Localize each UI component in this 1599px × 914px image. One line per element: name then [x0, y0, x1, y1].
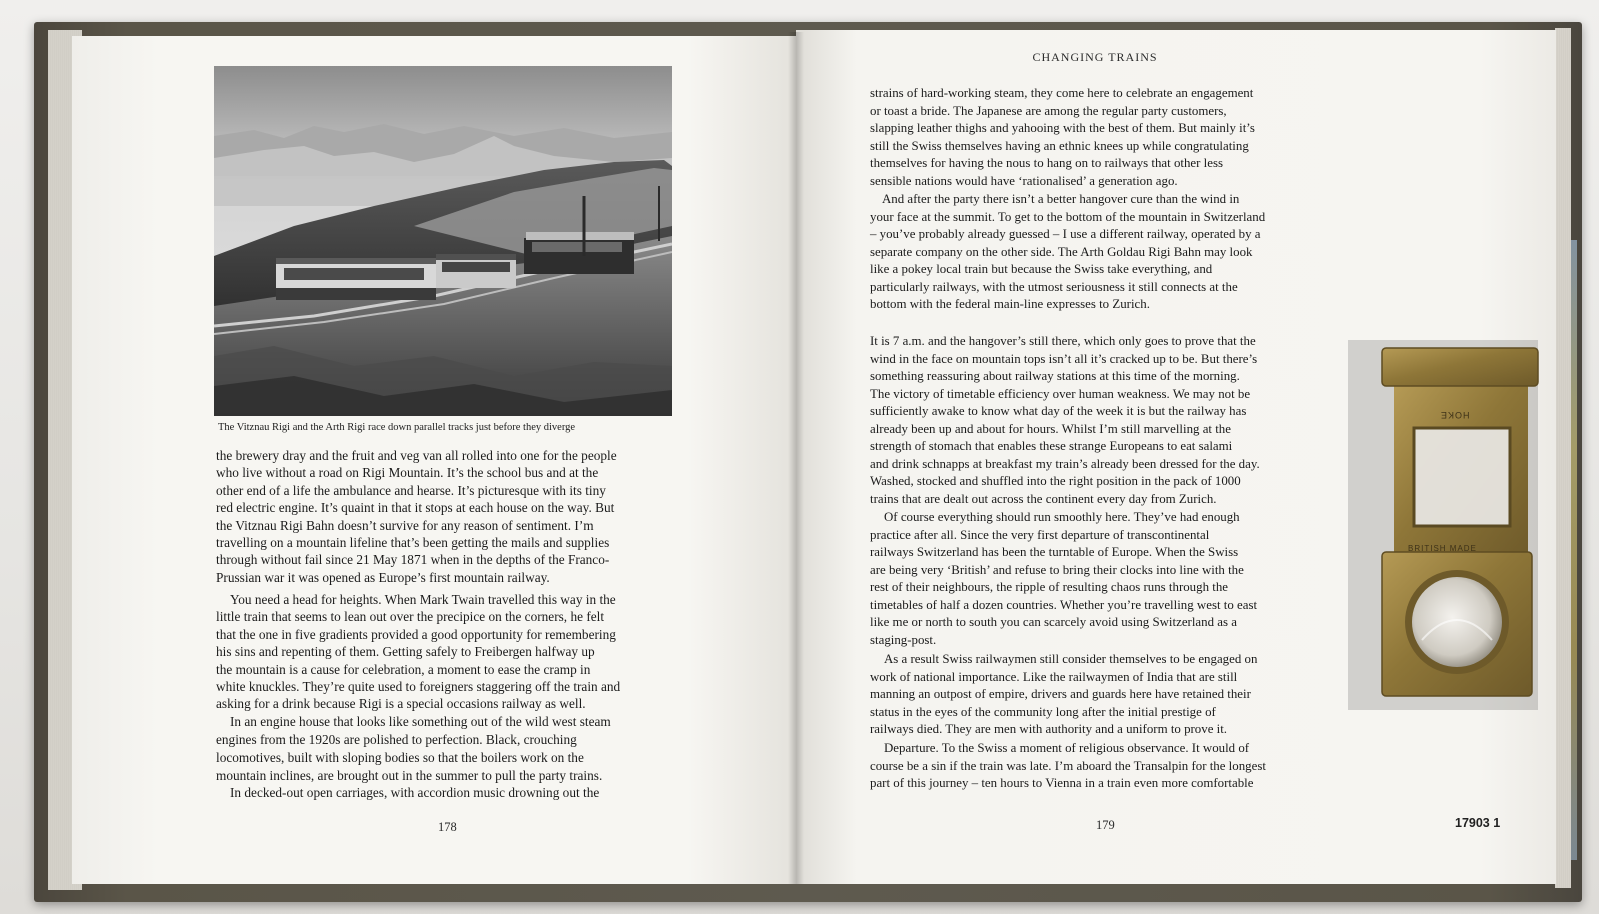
- text-line: locomotives, built with sloping bodies so that the boilers work on the: [216, 749, 584, 765]
- text-line: manning an outpost of empire, drivers and guards here have retained their: [870, 687, 1251, 701]
- text-line: practice after all. Since the very first departure of transcontinental: [870, 527, 1210, 542]
- text-line: railways Switzerland has been the turntable of Europe. When the Swiss: [870, 545, 1239, 559]
- text-line: rest of their neighbours, the ripple of resulting chaos runs through the: [870, 580, 1228, 594]
- text-line: The victory of timetable efficiency over human weakness. We may not be: [870, 386, 1251, 401]
- text-line: staging-post.: [870, 632, 937, 647]
- text-line: mountain inclines, are brought out in the summer to pull the party trains.: [216, 767, 603, 783]
- text-line: – you’ve probably already guessed – I use a different railway, operated by a: [870, 227, 1261, 241]
- text-line: In an engine house that looks like something out of the wild west steam: [230, 714, 611, 729]
- magnifier-side-engraving: BRITISH MADE: [1408, 544, 1477, 553]
- text-line: themselves for having the nous to hang on to railways that other less: [870, 156, 1223, 170]
- text-line: engines from the 1920s are polished to perfection. Black, crouching: [216, 732, 577, 747]
- text-line: something reassuring about railway stations at this time of the morning.: [870, 369, 1240, 383]
- text-line: his sins and repenting of them. Getting safely to Freibergen halfway up: [216, 644, 595, 660]
- text-line: and drink schnapps at breakfast my train’s already been dressed for the day.: [870, 456, 1260, 471]
- stock-number-label: 17903 1: [1455, 816, 1501, 830]
- photo-caption: The Vitznau Rigi and the Arth Rigi race down parallel tracks just before they diverge: [218, 422, 576, 433]
- text-line: already been up and about for hours. Whilst I’m still marvelling at the: [870, 421, 1231, 436]
- text-line: wind in the face on mountain tops isn’t all it’s cracked up to be. But there’s: [870, 351, 1258, 366]
- text-line: sensible nations would have ‘rationalised’ a generation ago.: [870, 173, 1178, 188]
- text-line: the brewery dray and the fruit and veg van all rolled into one for the people: [216, 448, 617, 463]
- text-line: asking for a drink because Rigi is a special occasions railway as well.: [216, 696, 586, 712]
- mountain-railway-photo: [214, 66, 672, 416]
- text-line: travelling on a mountain lifeline that’s been getting the mails and supplies: [216, 535, 610, 550]
- right-page-edges: [1555, 28, 1571, 888]
- text-line: Prussian war it was opened as Europe’s first mountain railway.: [216, 569, 550, 585]
- text-line: strains of hard-working steam, they come here to celebrate an engagement: [870, 86, 1254, 100]
- text-line: who live without a road on Rigi Mountain. It’s the school bus and at the: [216, 465, 599, 481]
- book-gutter: [788, 32, 804, 884]
- right-page-number: 179: [1096, 818, 1115, 832]
- text-line: It is 7 a.m. and the hangover’s still there, which only goes to prove that the: [870, 334, 1256, 348]
- running-head: CHANGING TRAINS: [1032, 50, 1158, 64]
- bookmark-strip: [1571, 240, 1577, 860]
- text-line: And after the party there isn’t a better hangover cure than the wind in: [882, 192, 1240, 206]
- text-line: the Vitznau Rigi Bahn doesn’t survive for any reason of sentiment. I’m: [216, 517, 594, 533]
- text-line: Of course everything should run smoothly here. They’ve had enough: [884, 510, 1240, 524]
- magnifier-top-engraving: HOKE: [1440, 410, 1470, 420]
- text-line: part of this journey – ten hours to Vienna in a train even more comfortable: [870, 776, 1254, 790]
- text-line: white knuckles. They’re quite used to foreigners staggering off the train and: [216, 679, 621, 694]
- text-line: other end of a life the ambulance and hearse. It’s picturesque with its tiny: [216, 482, 606, 498]
- text-line: trains that are dealt out across the continent every day from Zurich.: [870, 491, 1217, 506]
- text-line: through without fail since 21 May 1871 when in the depths of the Franco-: [216, 552, 610, 568]
- text-line: your face at the summit. To get to the bottom of the mountain in Switzerland: [870, 209, 1266, 224]
- text-line: that the one in five gradients provided a good opportunity for remembering: [216, 626, 616, 642]
- text-line: particularly railways, with the utmost seriousness it still connects at the: [870, 279, 1238, 294]
- text-line: sufficiently awake to know what day of the week it is but the railway has: [870, 404, 1247, 418]
- text-line: red electric engine. It’s quaint in that it stops at each house on the way. But: [216, 500, 615, 516]
- text-line: Departure. To the Swiss a moment of religious observance. It would of: [884, 741, 1250, 755]
- text-line: the mountain is a cause for celebration, a moment to ease the cramp in: [216, 661, 591, 677]
- brass-folding-magnifier: [1342, 330, 1552, 710]
- text-line: slapping leather thighs and yahooing with the best of them. But mainly it’s: [870, 121, 1255, 135]
- text-line: As a result Swiss railwaymen still consider themselves to be engaged on: [884, 652, 1258, 666]
- text-line: status in the eyes of the community long after the initial prestige of: [870, 704, 1216, 719]
- text-line: In decked-out open carriages, with accordion music drowning out the: [230, 785, 600, 801]
- text-line: timetables of half a dozen countries. Whether you’re travelling west to east: [870, 597, 1258, 612]
- text-line: like a pokey local train but because the Swiss take everything, and: [870, 262, 1213, 276]
- text-line: strength of stomach that enables these strange Europeans to eat salami: [870, 439, 1233, 453]
- left-page-number: 178: [438, 820, 457, 834]
- text-line: Washed, stocked and shuffled into the right position in the pack of 1000: [870, 474, 1241, 488]
- text-line: little train that seems to lean out over the precipice on the corners, he felt: [216, 609, 605, 625]
- text-line: bottom with the federal main-line expresses to Zurich.: [870, 297, 1150, 311]
- text-line: railways died. They are men with authority and a uniform to prove it.: [870, 722, 1228, 736]
- text-line: separate company on the other side. The Arth Goldau Rigi Bahn may look: [870, 244, 1253, 259]
- text-line: still the Swiss themselves having an ethnic knees up while congratulating: [870, 138, 1249, 153]
- text-line: like me or north to south you can scarcely avoid using Switzerland as a: [870, 615, 1237, 629]
- text-line: or toast a bride. The Japanese are among the regular party customers,: [870, 103, 1227, 118]
- text-line: course be a sin if the train was late. I’m aboard the Transalpin for the longest: [870, 758, 1266, 773]
- text-line: are being very ‘British’ and refuse to bring their clocks into line with the: [870, 562, 1244, 577]
- text-line: work of national importance. Like the railwaymen of India that are still: [870, 669, 1238, 684]
- text-line: You need a head for heights. When Mark Twain travelled this way in the: [230, 592, 616, 607]
